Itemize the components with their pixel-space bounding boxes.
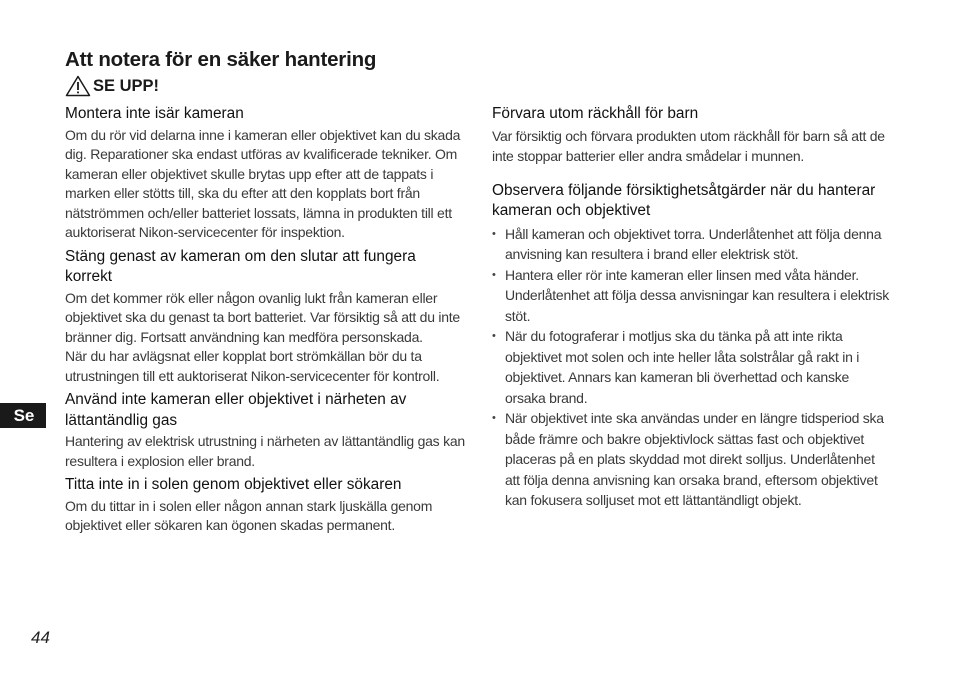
page-number: 44 <box>31 628 50 647</box>
list-item: • Hantera eller rör inte kameran eller linsen med våta händer. Underlåtenhet att följa dessa anvisningar kan resultera i elektrisk stöt. <box>492 265 892 327</box>
section-body: Var försiktig och förvara produkten utom räckhåll för barn så att de inte stoppar batterier eller andra smådelar i munnen. <box>492 127 885 164</box>
warning-triangle-icon <box>65 75 91 97</box>
section-precautions <box>492 181 892 511</box>
section-title: Montera inte isär kameran <box>65 105 244 122</box>
left-column <box>65 104 465 540</box>
section-disassembly <box>65 104 465 243</box>
section-body: Hantering av elektrisk utrustning i närheten av lättantändlig gas kan resultera i explosion eller brand. <box>65 433 465 469</box>
section-sun <box>65 475 465 536</box>
section-body: Om du rör vid delarna inne i kameran eller objektivet kan du skada dig. Reparationer ska endast utföras av kvalificerade tekniker. Om kameran eller objektivet skulle brytas upp efter att de tappats i marken eller stötts till, ska du efter att den kopplats bort från nätströmmen och/eller batteriet lossats, lämna in produkten till ett auktoriserat Nikon-servicecenter för inspektion. <box>65 126 461 240</box>
section-title: Använd inte kameran eller objektivet i närheten av lättantändlig gas <box>65 391 407 429</box>
section-body: Om du tittar in i solen eller någon annan stark ljuskälla genom objektivet eller sökaren kan ögonen skadas permanent. <box>65 497 433 533</box>
page-title: Att notera för en säker hantering <box>65 48 377 71</box>
list-item: • När objektivet inte ska användas under en längre tidsperiod ska både främre och bakre objektivlock sättas fast och objektivet placeras på en plats skyddad mot direkt solljus. Underlåtenhet att följa denna anvisning kan orsaka brand, eftersom objektivet kan fokusera solljuset mot ett lättantändligt objekt. <box>492 408 892 511</box>
section-malfunction <box>65 247 465 387</box>
section-title: Stäng genast av kameran om den slutar att fungera korrekt <box>65 247 416 285</box>
warning-label: SE UPP! <box>93 77 160 95</box>
section-body: När du har avlägsnat eller kopplat bort strömkällan bör du ta utrustningen till ett auktoriserat Nikon-servicecenter för kontroll. <box>65 348 440 384</box>
section-children <box>492 104 892 167</box>
section-title: Förvara utom räckhåll för barn <box>492 105 699 122</box>
section-flammable-gas <box>65 390 465 471</box>
section-title: Observera följande försiktighetsåtgärder när du hanterar kameran och objektivet <box>492 181 876 219</box>
warning-heading <box>65 75 159 97</box>
language-tab: Se <box>0 403 46 428</box>
list-item: • Håll kameran och objektivet torra. Underlåtenhet att följa denna anvisning kan resultera i brand eller elektrisk stöt. <box>492 224 892 265</box>
precautions-list <box>492 224 892 511</box>
section-body: Om det kommer rök eller någon ovanlig lukt från kameran eller objektivet ska du genast ta bort batteriet. Var försiktig så att du inte bränner dig. Fortsatt användning kan medföra personskada. <box>65 289 460 345</box>
right-column <box>492 104 892 525</box>
section-title: Titta inte in i solen genom objektivet eller sökaren <box>65 476 402 493</box>
list-item: • När du fotograferar i motljus ska du tänka på att inte rikta objektivet mot solen och inte heller låta solstrålar gå rakt in i objektivet. Annars kan kameran bli överhettad och kanske orsaka brand. <box>492 326 892 408</box>
